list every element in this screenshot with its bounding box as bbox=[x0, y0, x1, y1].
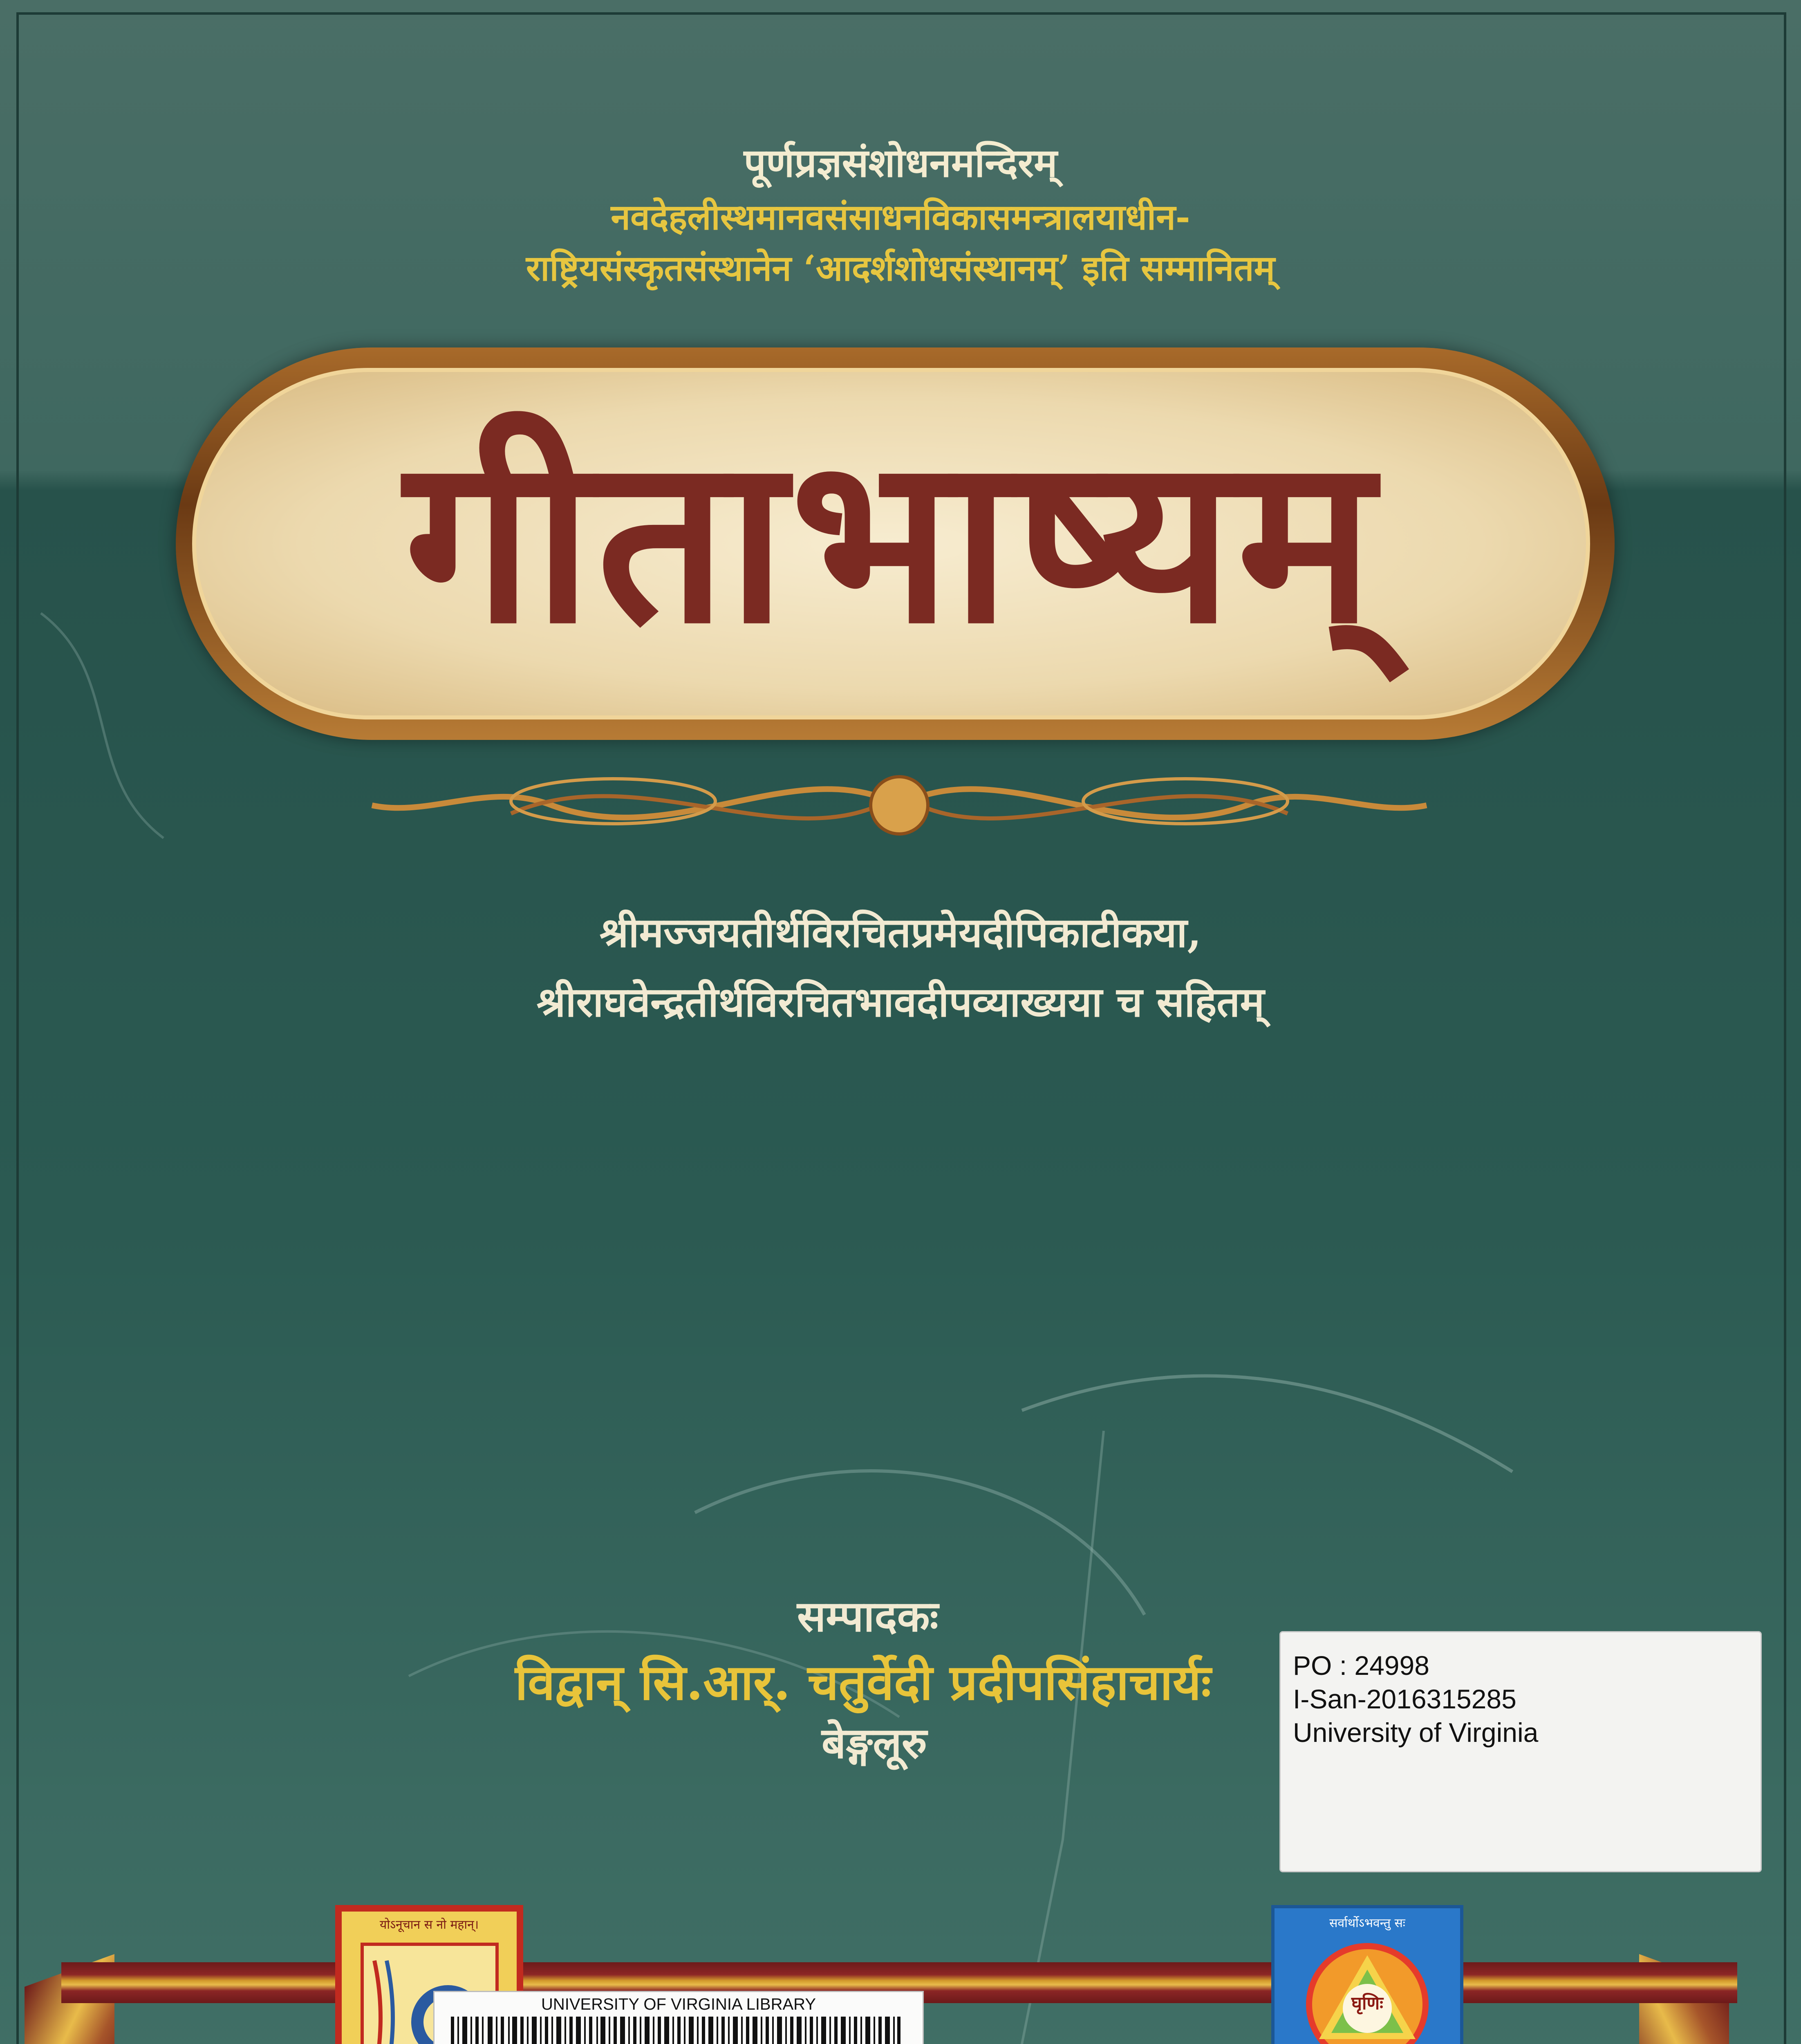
logo-right-center-text: घृणिः bbox=[1351, 1993, 1384, 2014]
library-institution: University of Virginia bbox=[1293, 1717, 1539, 1748]
book-title: गीताभाष्यम् bbox=[404, 405, 1378, 674]
library-barcode-label bbox=[433, 1991, 924, 2044]
subtitle-line-2: श्रीराघवेन्द्रतीर्थविरचितभावदीपव्याख्यया च सहितम् bbox=[536, 978, 1265, 1026]
barcode-bars bbox=[451, 2017, 900, 2044]
flourish-ornament bbox=[347, 744, 1451, 867]
editor-name: विद्वान् सि.आर्. चतुर्वेदी प्रदीपसिंहाचार्यः bbox=[515, 1654, 1211, 1711]
logo-right-motto: सर्वार्थोऽभवन्तु सः bbox=[1329, 1916, 1405, 1930]
flourish-center-medallion bbox=[871, 777, 928, 834]
institute-line-2: नवदेहलीस्थमानवसंसाधनविकासमन्त्रालयाधीन- bbox=[611, 197, 1190, 238]
logo-left-motto: योऽनूचान स नो महान्। bbox=[379, 1918, 479, 1932]
logo-right-emblem bbox=[1275, 1908, 1460, 2044]
editor-city: बेङ्गलूरु bbox=[822, 1718, 927, 1768]
subtitle-line-1: श्रीमज्जयतीर्थविरचितप्रमेयदीपिकाटीकया, bbox=[599, 908, 1202, 957]
institute-line-3: राष्ट्रियसंस्कृतसंस्थानेन ‘आदर्शशोधसंस्थानम्’ इति सम्मानितम् bbox=[526, 248, 1275, 289]
barcode-library-name: UNIVERSITY OF VIRGINIA LIBRARY bbox=[541, 1995, 816, 2013]
library-record-id: I-San-2016315285 bbox=[1293, 1684, 1517, 1714]
library-po-number: PO : 24998 bbox=[1293, 1650, 1429, 1681]
institute-name: पूर्णप्रज्ञसंशोधनमन्दिरम् bbox=[744, 140, 1057, 186]
editor-label: सम्पादकः bbox=[797, 1591, 939, 1641]
library-label bbox=[1279, 1631, 1762, 1872]
purnaprajna-logo bbox=[1271, 1905, 1463, 2044]
